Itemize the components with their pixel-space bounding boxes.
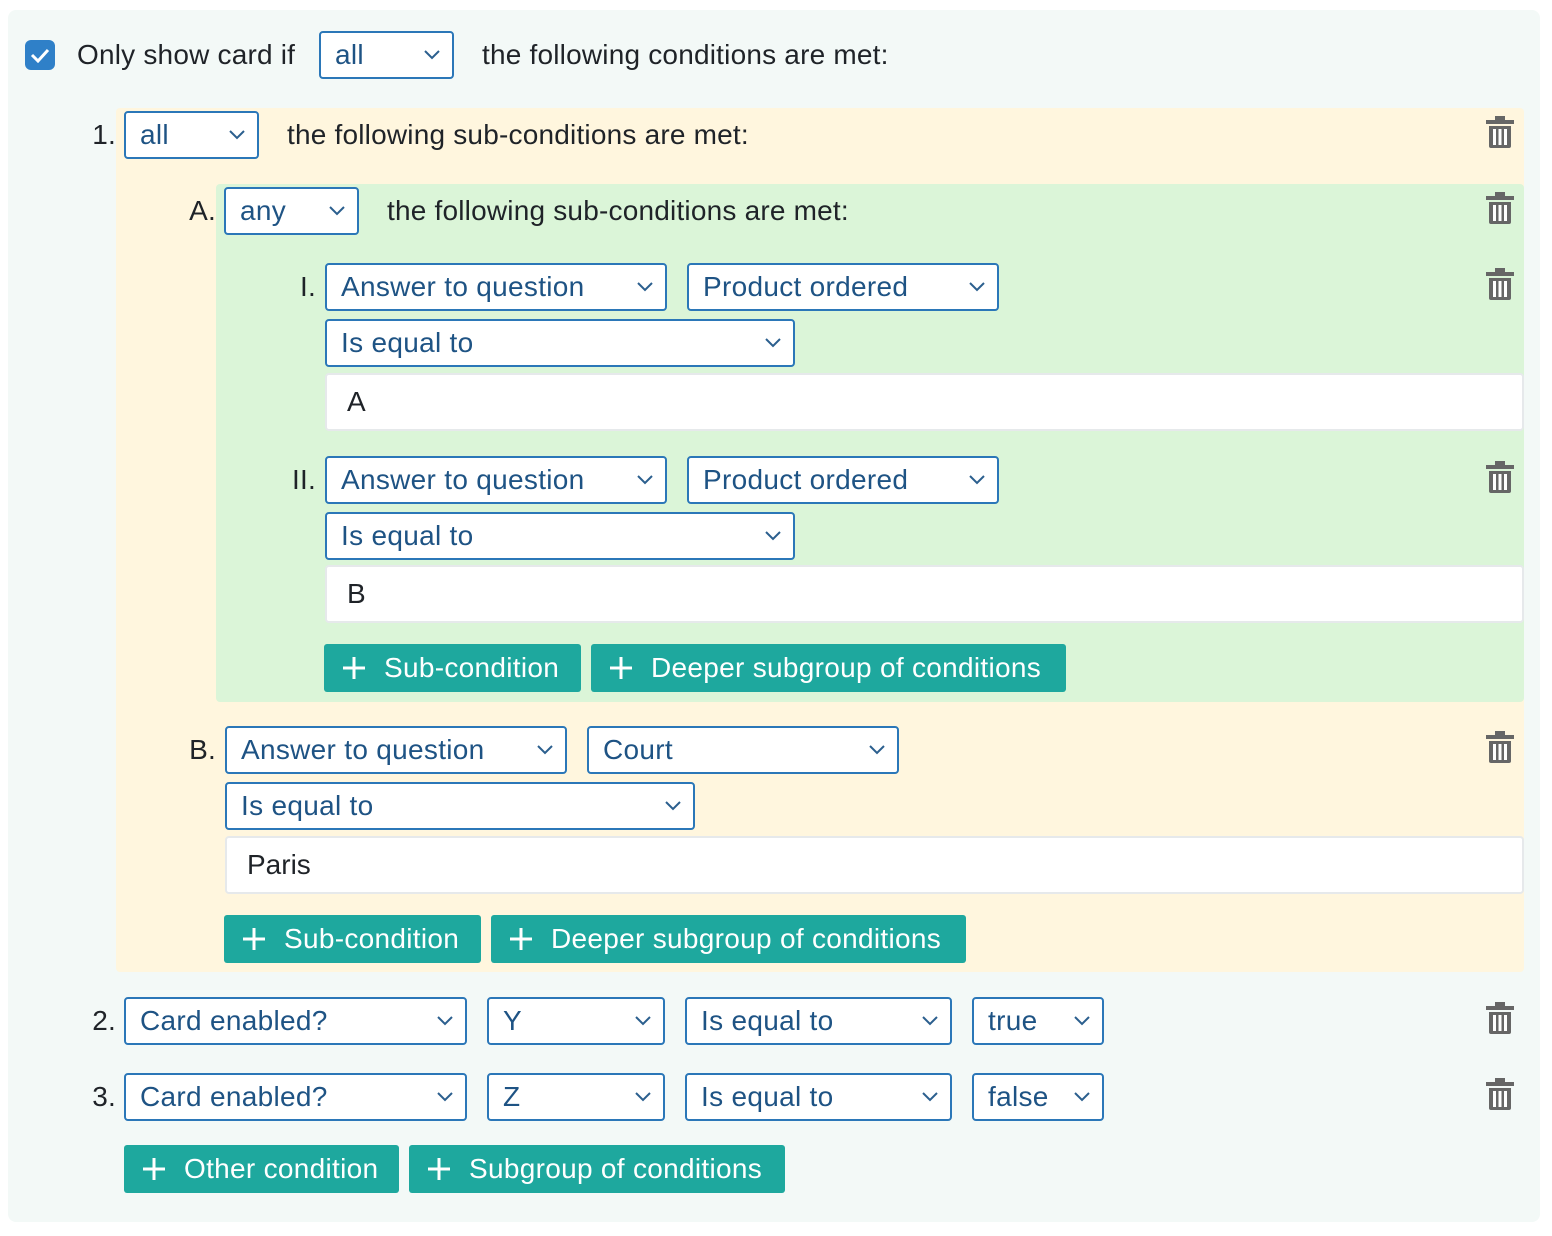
condition-2-field-select[interactable]: Y bbox=[487, 997, 665, 1045]
subgroup-letter-B: B. bbox=[189, 734, 216, 765]
condition-2-value-select[interactable]: true bbox=[972, 997, 1104, 1045]
plus-icon bbox=[242, 927, 266, 951]
chevron-down-icon bbox=[634, 1089, 652, 1105]
condition-I-question-select[interactable]: Product ordered bbox=[687, 263, 999, 311]
subgroup-A bbox=[216, 184, 1524, 702]
trash-icon[interactable] bbox=[1485, 730, 1515, 764]
condition-number-3: 3. bbox=[92, 1081, 116, 1112]
add-deeper-subgroup-button[interactable]: Deeper subgroup of conditions bbox=[591, 644, 1066, 692]
condition-I-value-input[interactable]: A bbox=[325, 373, 1524, 431]
groupA-text: the following sub-conditions are met: bbox=[387, 195, 849, 226]
plus-icon bbox=[609, 656, 633, 680]
condition-II-value-input[interactable]: B bbox=[325, 565, 1524, 623]
add-sub-condition-button[interactable]: Sub-condition bbox=[324, 644, 581, 692]
plus-icon bbox=[342, 656, 366, 680]
chevron-down-icon bbox=[921, 1013, 939, 1029]
chevron-down-icon bbox=[868, 742, 886, 758]
chevron-down-icon bbox=[968, 472, 986, 488]
condition-II-question-select[interactable]: Product ordered bbox=[687, 456, 999, 504]
condition-3-value-select[interactable]: false bbox=[972, 1073, 1104, 1121]
chevron-down-icon bbox=[636, 472, 654, 488]
trash-icon[interactable] bbox=[1485, 1001, 1515, 1035]
chevron-down-icon bbox=[328, 203, 346, 219]
condition-number-1: 1. bbox=[92, 119, 116, 150]
condition-3-operator-select[interactable]: Is equal to bbox=[685, 1073, 952, 1121]
condition-number-2: 2. bbox=[92, 1005, 116, 1036]
chevron-down-icon bbox=[764, 528, 782, 544]
chevron-down-icon bbox=[536, 742, 554, 758]
trash-icon[interactable] bbox=[1485, 1077, 1515, 1111]
chevron-down-icon bbox=[921, 1089, 939, 1105]
condition-2-operator-select[interactable]: Is equal to bbox=[685, 997, 952, 1045]
top-match-select[interactable]: all bbox=[319, 31, 454, 79]
condition-3-source-select[interactable]: Card enabled? bbox=[124, 1073, 467, 1121]
chevron-down-icon bbox=[228, 127, 246, 143]
trash-icon[interactable] bbox=[1485, 460, 1515, 494]
group1-match-select[interactable]: all bbox=[124, 111, 259, 159]
trash-icon[interactable] bbox=[1485, 267, 1515, 301]
chevron-down-icon bbox=[764, 335, 782, 351]
condition-B-question-select[interactable]: Court bbox=[587, 726, 899, 774]
plus-icon bbox=[509, 927, 533, 951]
chevron-down-icon bbox=[634, 1013, 652, 1029]
group1-text: the following sub-conditions are met: bbox=[287, 119, 749, 150]
add-subgroup-button[interactable]: Subgroup of conditions bbox=[409, 1145, 785, 1193]
header-suffix: the following conditions are met: bbox=[482, 39, 889, 70]
show-card-prefix: Only show card if bbox=[77, 39, 296, 70]
chevron-down-icon bbox=[1073, 1089, 1091, 1105]
condition-B-source-select[interactable]: Answer to question bbox=[225, 726, 567, 774]
add-sub-condition-button[interactable]: Sub-condition bbox=[224, 915, 481, 963]
chevron-down-icon bbox=[1073, 1013, 1091, 1029]
add-deeper-subgroup-button[interactable]: Deeper subgroup of conditions bbox=[491, 915, 966, 963]
condition-2-source-select[interactable]: Card enabled? bbox=[124, 997, 467, 1045]
show-card-checkbox[interactable] bbox=[25, 40, 55, 70]
check-icon bbox=[30, 47, 50, 63]
chevron-down-icon bbox=[423, 47, 441, 63]
condition-I-operator-select[interactable]: Is equal to bbox=[325, 319, 795, 367]
chevron-down-icon bbox=[436, 1089, 454, 1105]
condition-I-source-select[interactable]: Answer to question bbox=[325, 263, 667, 311]
trash-icon[interactable] bbox=[1485, 115, 1515, 149]
condition-II-operator-select[interactable]: Is equal to bbox=[325, 512, 795, 560]
condition-3-field-select[interactable]: Z bbox=[487, 1073, 665, 1121]
chevron-down-icon bbox=[436, 1013, 454, 1029]
trash-icon[interactable] bbox=[1485, 191, 1515, 225]
condition-B-operator-select[interactable]: Is equal to bbox=[225, 782, 695, 830]
plus-icon bbox=[427, 1157, 451, 1181]
condition-numeral-II: II. bbox=[292, 464, 316, 495]
condition-numeral-I: I. bbox=[300, 271, 316, 302]
chevron-down-icon bbox=[636, 279, 654, 295]
condition-II-source-select[interactable]: Answer to question bbox=[325, 456, 667, 504]
groupA-match-select[interactable]: any bbox=[224, 187, 359, 235]
subgroup-letter-A: A. bbox=[189, 195, 216, 226]
chevron-down-icon bbox=[664, 798, 682, 814]
condition-B-value-input[interactable]: Paris bbox=[225, 836, 1524, 894]
add-other-condition-button[interactable]: Other condition bbox=[124, 1145, 399, 1193]
chevron-down-icon bbox=[968, 279, 986, 295]
plus-icon bbox=[142, 1157, 166, 1181]
